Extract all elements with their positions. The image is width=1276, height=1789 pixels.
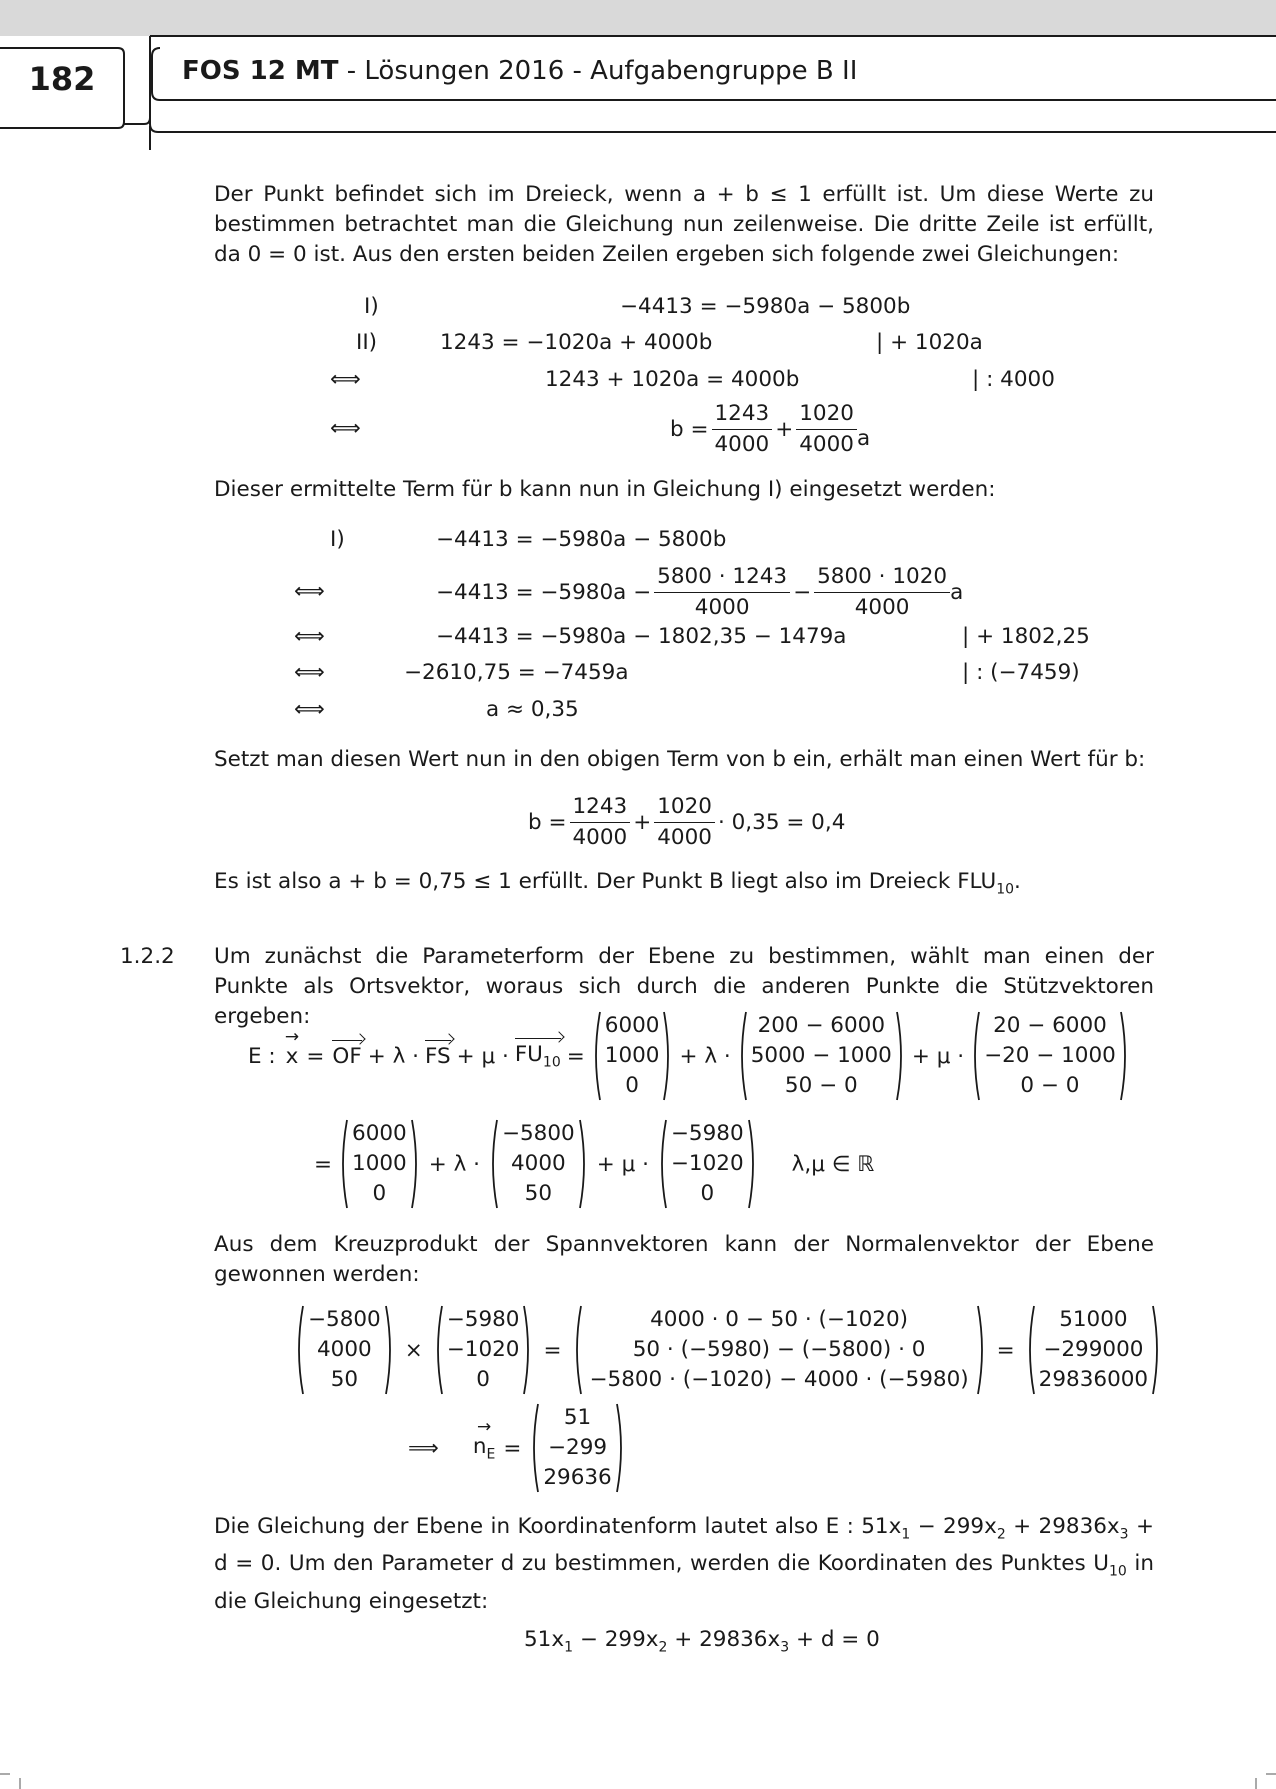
vector-entry: 50 xyxy=(524,1181,553,1206)
OF-label: OF xyxy=(332,1043,362,1069)
fraction xyxy=(570,792,631,853)
coordinate-form-text: − 299x xyxy=(917,1514,997,1539)
vector-entry: −5980 xyxy=(446,1307,520,1332)
eqB-line-5: a ≈ 0,35 xyxy=(486,697,579,722)
subscript: 10 xyxy=(542,1054,561,1071)
eqA-b-eq: b = xyxy=(670,416,709,442)
eqB-op-3: | + 1802,25 xyxy=(962,624,1090,649)
paragraph-intro: Der Punkt befindet sich im Dreieck, wenn a + b ≤ 1 erfüllt ist. Um diese Werte zu bestimmen betrachtet man die Gleichung nun zeilenweise. Die dritte Zeile ist erfüllt, da 0 = 0 ist. Aus den ersten beiden Zeilen ergeben sich folgende zwei Gleichungen: xyxy=(214,182,1154,267)
coordinate-form-text: Die Gleichung der Ebene in Koordinatenform lautet also E : 51x xyxy=(214,1514,902,1539)
eqC-result: · 0,35 = 0,4 xyxy=(717,809,846,835)
plane-equation-line-2 xyxy=(314,1112,874,1216)
page-header-title xyxy=(182,56,857,86)
column-vector xyxy=(657,1118,758,1210)
variable-a: a xyxy=(856,425,871,451)
eqC-line xyxy=(528,793,846,850)
coordinate-form-text: Um den Parameter d zu bestimmen, werden die Koordinaten des Punktes U xyxy=(288,1551,1109,1577)
variable-a: a xyxy=(950,579,964,605)
vector-entry: −5800 xyxy=(501,1121,575,1146)
vector-entry: 20 − 6000 xyxy=(993,1013,1107,1038)
eqA-line-1: −4413 = −5980a − 5800b xyxy=(620,294,911,319)
n-symbol: n xyxy=(472,1433,487,1459)
eqA-label-1: I) xyxy=(364,294,379,319)
fraction xyxy=(654,792,715,853)
vector-entry: 0 xyxy=(476,1367,490,1392)
eqB-line-4: −2610,75 = −7459a xyxy=(404,660,629,685)
coordinate-form-text: + d = 0. xyxy=(214,1514,1154,1577)
plane-equation-line-1 xyxy=(248,1002,1130,1110)
column-vector xyxy=(529,1402,625,1494)
eqB-lhs: −4413 = −5980a − xyxy=(436,579,652,605)
vector-entry: −20 − 1000 xyxy=(984,1043,1116,1068)
eqA-line-4 xyxy=(670,400,871,457)
vector-FU10 xyxy=(515,1042,561,1070)
eqA-op-3: | : 4000 xyxy=(972,367,1055,392)
numerator: 5800 · 1020 xyxy=(814,562,950,593)
coordinate-form-text: + 29836x xyxy=(1013,1514,1120,1539)
cross-product-line xyxy=(294,1298,1162,1402)
vector-entry: 1000 xyxy=(604,1043,660,1068)
subscript: 3 xyxy=(1119,1526,1129,1543)
eqB-label-3: ⟺ xyxy=(294,624,325,649)
times-sign: × xyxy=(404,1337,423,1363)
vector-entry: 4000 xyxy=(317,1337,372,1362)
plus-lambda: + λ · xyxy=(679,1043,731,1069)
x-symbol: x xyxy=(285,1043,299,1069)
vector-entry: 29636 xyxy=(543,1465,612,1490)
denominator: 4000 xyxy=(714,431,770,457)
subscript: 2 xyxy=(996,1526,1006,1543)
vector-entry: 0 − 0 xyxy=(1020,1073,1080,1098)
vector-entry: 6000 xyxy=(604,1013,660,1038)
vector-entry: −299 xyxy=(548,1435,608,1460)
final-term: + 29836x xyxy=(674,1627,781,1652)
eqB-op-4: | : (−7459) xyxy=(962,660,1080,685)
FS-label: FS xyxy=(424,1043,451,1069)
plane-label: E : xyxy=(248,1043,276,1069)
paragraph-coordinate-form xyxy=(214,1512,1154,1617)
implies-arrow: ⟹ xyxy=(408,1435,439,1461)
eqA-label-3: ⟺ xyxy=(330,367,361,392)
equals-sign: = xyxy=(566,1043,585,1069)
equals-sign: = xyxy=(996,1337,1015,1363)
final-term: + d = 0 xyxy=(795,1627,880,1652)
vector-entry: −5980 xyxy=(670,1121,744,1146)
vector-entry: 50 · (−5980) − (−5800) · 0 xyxy=(632,1337,926,1362)
equals-sign: = xyxy=(314,1151,333,1177)
subscript: 1 xyxy=(564,1639,574,1656)
column-vector xyxy=(488,1118,589,1210)
plus-sign: + xyxy=(775,416,794,442)
paragraph-conclusion xyxy=(214,867,1021,904)
page-number: 182 xyxy=(28,60,96,98)
paragraph-substitute: Dieser ermittelte Term für b kann nun in Gleichung I) eingesetzt werden: xyxy=(214,477,996,502)
vector-entry: 6000 xyxy=(352,1121,407,1146)
period: . xyxy=(1014,869,1021,894)
eqA-line-3: 1243 + 1020a = 4000b xyxy=(545,367,800,392)
final-equation xyxy=(524,1625,880,1662)
normal-vector-line xyxy=(408,1396,626,1500)
denominator: 4000 xyxy=(657,824,712,850)
subscript: 1 xyxy=(901,1526,911,1543)
fraction xyxy=(814,562,950,623)
eqB-label-4: ⟺ xyxy=(294,660,325,685)
vector-entry: 29836000 xyxy=(1038,1367,1149,1392)
denominator: 4000 xyxy=(799,431,854,457)
FU-label: FU xyxy=(514,1041,543,1067)
vector-entry: 1000 xyxy=(352,1151,407,1176)
paragraph-b-value: Setzt man diesen Wert nun in den obigen Term von b ein, erhält man einen Wert für b: xyxy=(214,747,1146,772)
vector-entry: 200 − 6000 xyxy=(757,1013,886,1038)
crop-marks xyxy=(0,1766,1276,1789)
vector-entry: −1020 xyxy=(670,1151,744,1176)
column-vector xyxy=(1025,1304,1162,1396)
eqB-line-2 xyxy=(436,563,964,620)
column-vector xyxy=(572,1304,987,1396)
fraction xyxy=(654,562,790,623)
subscript: 10 xyxy=(1108,1563,1127,1580)
conclusion-text: Es ist also a + b = 0,75 ≤ 1 erfüllt. Der Punkt B liegt also im Dreieck FLU xyxy=(214,869,997,894)
vector-entry: 0 xyxy=(700,1181,715,1206)
vector-entry: 51000 xyxy=(1059,1307,1128,1332)
numerator: 1020 xyxy=(654,792,715,823)
eqB-label-1: I) xyxy=(330,527,345,552)
eqB-label-2: ⟺ xyxy=(294,579,325,604)
eqB-line-1: −4413 = −5980a − 5800b xyxy=(436,527,727,552)
denominator: 4000 xyxy=(572,824,628,850)
column-vector xyxy=(294,1304,395,1396)
vector-entry: −1020 xyxy=(446,1337,520,1362)
vector-OF xyxy=(332,1044,361,1069)
final-term: − 299x xyxy=(579,1627,659,1652)
fraction xyxy=(712,399,773,460)
vector-entry: 0 xyxy=(625,1073,639,1098)
minus-sign: − xyxy=(793,579,812,605)
subscript: 3 xyxy=(780,1639,790,1656)
vector-entry: 50 − 0 xyxy=(784,1073,858,1098)
eqA-op-2: | + 1020a xyxy=(876,330,983,355)
numerator: 5800 · 1243 xyxy=(654,562,790,593)
denominator: 4000 xyxy=(694,594,750,620)
vector-entry: 5000 − 1000 xyxy=(750,1043,892,1068)
vector-x xyxy=(286,1044,299,1069)
vector-entry: −5800 xyxy=(308,1307,381,1332)
numerator: 1020 xyxy=(796,399,857,430)
subscript: 2 xyxy=(658,1639,668,1656)
vector-FS xyxy=(425,1044,451,1069)
column-vector xyxy=(433,1304,534,1396)
section-number: 1.2.2 xyxy=(120,944,175,969)
eqB-line-3: −4413 = −5980a − 1802,35 − 1479a xyxy=(436,624,847,649)
vector-entry: 50 xyxy=(330,1367,359,1392)
vector-entry: 4000 · 0 − 50 · (−1020) xyxy=(650,1307,909,1332)
eqA-line-2: 1243 = −1020a + 4000b xyxy=(440,330,713,355)
eqA-label-4: ⟺ xyxy=(330,416,361,441)
plus-lambda: + λ · xyxy=(428,1151,480,1177)
vector-entry: 4000 xyxy=(510,1151,566,1176)
vector-entry: −5800 · (−1020) − 4000 · (−5980) xyxy=(589,1367,969,1392)
eqC-lhs: b = xyxy=(528,809,567,835)
eqA-label-2: II) xyxy=(356,330,378,355)
equals-sign: = xyxy=(306,1043,325,1069)
final-term: 51x xyxy=(524,1627,565,1652)
equals-sign: = xyxy=(543,1337,562,1363)
vector-entry: 51 xyxy=(563,1405,592,1430)
course-name: FOS 12 MT xyxy=(182,56,339,86)
fraction xyxy=(796,399,857,460)
vector-entry: −299000 xyxy=(1043,1337,1144,1362)
numerator: 1243 xyxy=(570,792,631,823)
column-vector xyxy=(338,1118,421,1210)
numerator: 1243 xyxy=(712,399,773,430)
section-text: Um zunächst die Parameterform der Ebene zu bestimmen, wählt man einen der Punkte als Ortsvektor, woraus sich durch die anderen Punkte die Stützvektoren ergeben: xyxy=(214,944,1154,1029)
subscript: E xyxy=(486,1446,496,1463)
plus-mu: + μ · xyxy=(456,1043,509,1069)
plus-mu: + μ · xyxy=(596,1151,649,1177)
eqB-label-5: ⟺ xyxy=(294,697,325,722)
vector-entry: 0 xyxy=(372,1181,387,1206)
subscript: 10 xyxy=(996,881,1015,898)
column-vector xyxy=(737,1010,906,1102)
plus-sign: + xyxy=(633,809,652,835)
coordinate-form-text: in die Gleichung eingesetzt: xyxy=(214,1551,1154,1614)
equals-sign: = xyxy=(503,1435,522,1461)
plus-lambda: + λ · xyxy=(367,1043,419,1069)
plus-mu: + μ · xyxy=(911,1043,965,1069)
column-vector xyxy=(970,1010,1130,1102)
parameter-domain: λ,μ ∈ ℝ xyxy=(791,1151,875,1177)
column-vector xyxy=(591,1010,674,1102)
normal-vector-n xyxy=(473,1434,496,1462)
paragraph-cross-product: Aus dem Kreuzprodukt der Spannvektoren kann der Normalenvektor der Ebene gewonnen werden: xyxy=(214,1232,1154,1287)
denominator: 4000 xyxy=(854,594,910,620)
header-subtitle: - Lösungen 2016 - Aufgabengruppe B II xyxy=(346,56,858,86)
